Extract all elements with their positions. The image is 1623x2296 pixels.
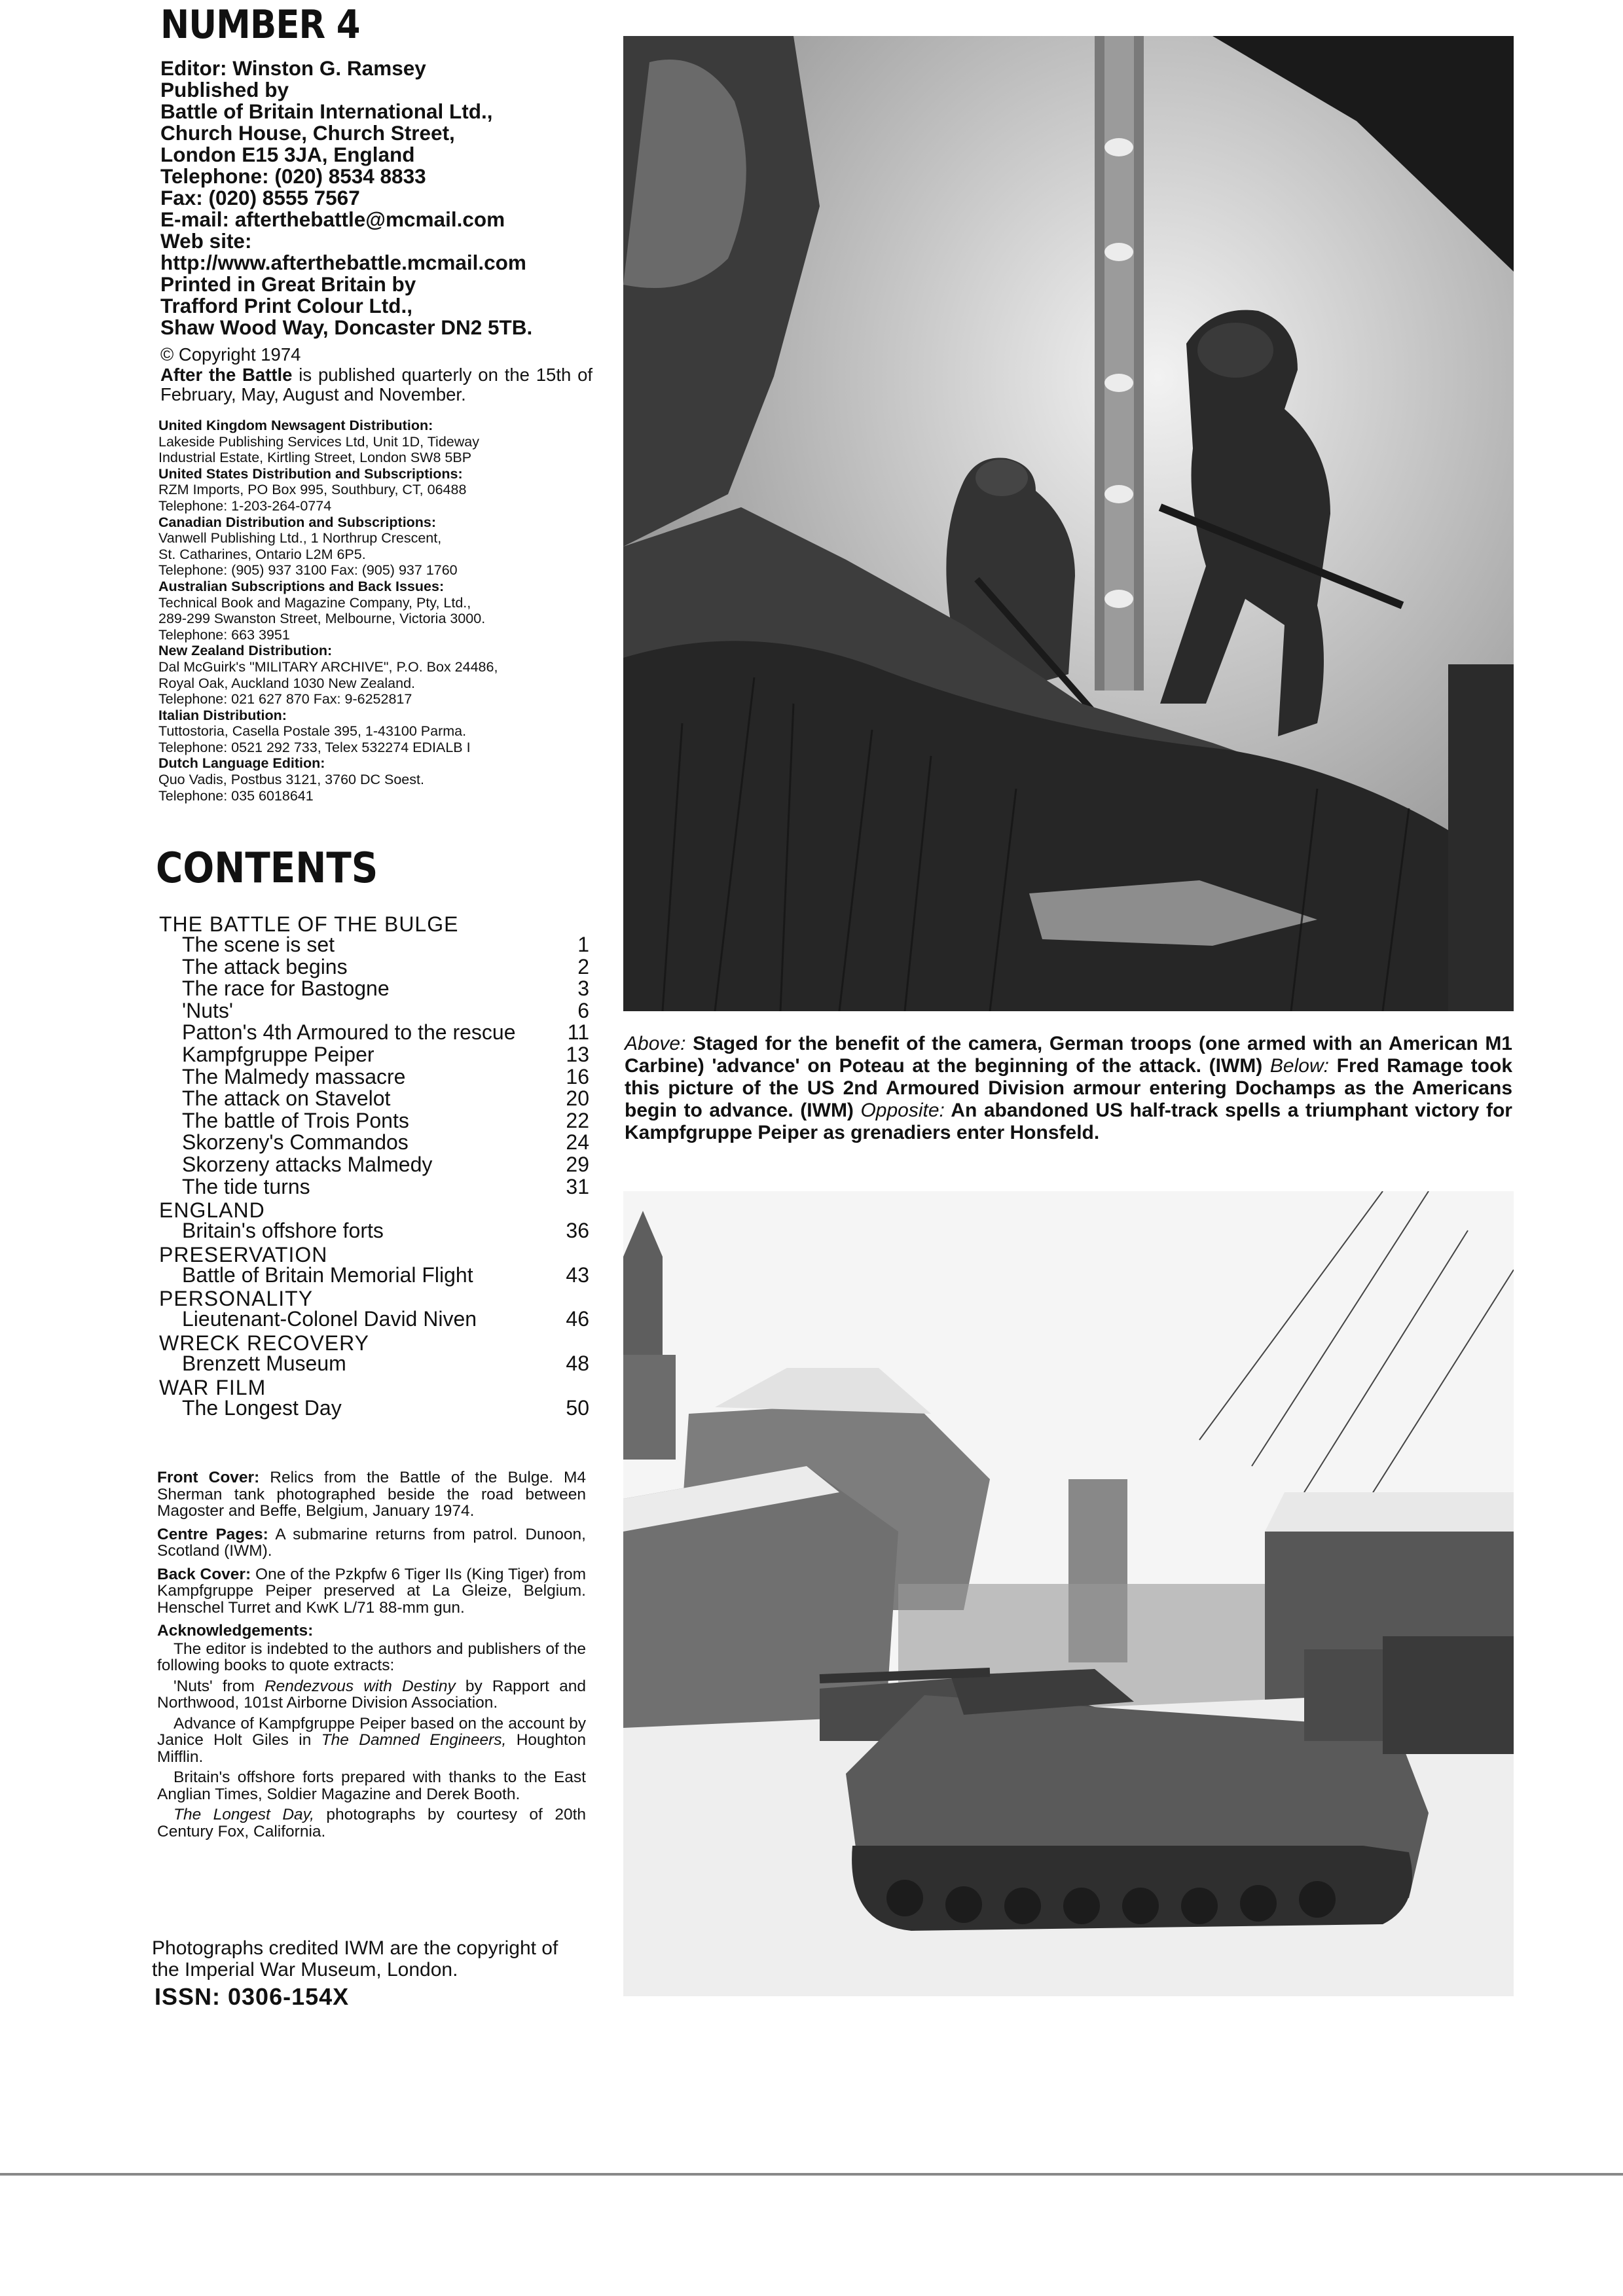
toc-section: WAR FILM	[159, 1375, 266, 1399]
dist-heading: New Zealand Distribution:	[158, 643, 333, 659]
masthead-line[interactable]: http://www.afterthebattle.mcmail.com	[160, 251, 526, 274]
toc-item-title: The Malmedy massacre	[182, 1064, 406, 1088]
masthead-line: Telephone: (020) 8534 8833	[160, 164, 426, 188]
masthead-line: Editor: Winston G. Ramsey	[160, 56, 426, 80]
toc-item-title: Skorzeny attacks Malmedy	[182, 1152, 433, 1176]
toc-item-page: 13	[566, 1042, 589, 1066]
issn: ISSN: 0306-154X	[155, 1983, 350, 2010]
caption-label: Below:	[1269, 1055, 1329, 1077]
masthead-line: Shaw Wood Way, Doncaster DN2 5TB.	[160, 315, 533, 339]
note-label: Back Cover:	[157, 1565, 251, 1583]
toc-item-page: 3	[577, 977, 589, 1001]
toc-item[interactable]	[159, 1088, 589, 1110]
toc-item[interactable]	[159, 1176, 589, 1198]
caption-label: Opposite:	[860, 1100, 945, 1121]
masthead-line: Published by	[160, 78, 289, 101]
photo-dochamps-armour-image	[623, 1191, 1514, 1996]
toc-item-title: The race for Bastogne	[182, 977, 390, 1001]
toc-item[interactable]	[159, 1132, 589, 1154]
distribution-list	[158, 418, 594, 804]
dist-line: Industrial Estate, Kirtling Street, London SW8 5BP	[158, 450, 472, 466]
note-text: One of the Pzkpfw 6 Tiger IIs (King Tiger) from Kampfgruppe Peiper preserved at La Gleize, Belgium. Henschel Turret and KwK L/71 88-mm gun.	[157, 1565, 586, 1617]
toc-item-page: 16	[566, 1064, 589, 1088]
dist-line: Dal McGuirk's "MILITARY ARCHIVE", P.O. Box 24486,	[158, 658, 498, 675]
toc-item-title: The tide turns	[182, 1174, 310, 1198]
toc-item-page: 36	[566, 1219, 589, 1243]
acknowledgements-heading: Acknowledgements:	[157, 1622, 314, 1640]
toc-item-page: 31	[566, 1174, 589, 1198]
dist-heading: Australian Subscriptions and Back Issues:	[158, 578, 445, 594]
dist-line: Technical Book and Magazine Company, Pty, Ltd.,	[158, 594, 471, 611]
dist-line: 289-299 Swanston Street, Melbourne, Victoria 3000.	[158, 611, 486, 627]
toc-item-page: 43	[566, 1263, 589, 1287]
toc-item-title: The battle of Trois Ponts	[182, 1108, 409, 1132]
cover-notes	[157, 1469, 586, 1844]
dist-line: Telephone: (905) 937 3100 Fax: (905) 937 1760	[158, 562, 458, 579]
dist-heading: United Kingdom Newsagent Distribution:	[158, 418, 433, 433]
dist-line: Royal Oak, Auckland 1030 New Zealand.	[158, 675, 416, 691]
toc-item-page: 22	[566, 1108, 589, 1132]
caption-text: Fred Ramage took this picture of the US 2nd Armoured Division armour entering Dochamps as the Americans begin to advance. (IWM)	[625, 1055, 1513, 1121]
page-bottom-rule	[0, 2173, 1623, 2176]
photo-credit: Photographs credited IWM are the copyright of the Imperial War Museum, London.	[152, 1937, 558, 1981]
photo-dochamps-armour	[623, 1191, 1514, 1996]
toc-item[interactable]	[159, 956, 589, 978]
toc-item-title: 'Nuts'	[182, 998, 234, 1022]
toc-item-page: 48	[566, 1351, 589, 1375]
ack-paragraph	[157, 1806, 586, 1840]
ack-paragraph	[157, 1715, 586, 1766]
dist-line: Telephone: 1-203-264-0774	[158, 497, 332, 514]
toc-item[interactable]	[159, 1154, 589, 1176]
masthead-line: Web site:	[160, 229, 252, 253]
ack-book-title: The Longest Day,	[173, 1806, 314, 1823]
ack-text: 'Nuts' from	[173, 1677, 255, 1695]
dist-line: St. Catharines, Ontario L2M 6P5.	[158, 546, 366, 562]
note-label: Centre Pages:	[157, 1525, 268, 1543]
toc-item-title: Brenzett Museum	[182, 1351, 346, 1375]
ack-text: photographs by courtesy of 20th Century Fox, California.	[157, 1806, 587, 1840]
toc-section: WRECK RECOVERY	[159, 1331, 370, 1355]
toc-item[interactable]	[159, 1066, 589, 1088]
masthead-line: Fax: (020) 8555 7567	[160, 186, 360, 209]
toc-item[interactable]	[159, 1353, 589, 1375]
back-cover-note	[157, 1566, 586, 1617]
toc-item-title: The Longest Day	[182, 1395, 342, 1420]
toc-item-page: 24	[566, 1130, 589, 1155]
copyright: © Copyright 1974	[160, 344, 301, 365]
masthead-line: Battle of Britain International Ltd.,	[160, 99, 493, 123]
toc-item-page: 50	[566, 1395, 589, 1420]
masthead-line: Church House, Church Street,	[160, 121, 455, 145]
toc-item-title: Patton's 4th Armoured to the rescue	[182, 1020, 516, 1045]
toc-item[interactable]	[159, 934, 589, 956]
toc-item-page: 20	[566, 1086, 589, 1111]
toc-item-title: The attack on Stavelot	[182, 1086, 391, 1111]
dist-heading: Italian Distribution:	[158, 707, 287, 723]
photo-german-troops	[623, 36, 1514, 1011]
toc-item[interactable]	[159, 1397, 589, 1420]
ack-book-title: The Damned Engineers,	[321, 1731, 507, 1749]
toc-item-title: The scene is set	[182, 933, 335, 956]
toc-item[interactable]	[159, 978, 589, 1000]
publication-text: is published quarterly on the 15th of February, May, August and November.	[160, 365, 593, 404]
photo-caption	[625, 1033, 1512, 1144]
publication-note	[160, 365, 593, 404]
toc-item[interactable]	[159, 1110, 589, 1132]
toc-item-title: Britain's offshore forts	[182, 1219, 384, 1243]
toc-item-title: The attack begins	[182, 954, 348, 978]
dist-line: RZM Imports, PO Box 995, Southbury, CT, 06488	[158, 482, 467, 498]
dist-line: Quo Vadis, Postbus 3121, 3760 DC Soest.	[158, 772, 424, 788]
toc-item-title: Battle of Britain Memorial Flight	[182, 1263, 473, 1287]
masthead-line: Printed in Great Britain by	[160, 272, 416, 296]
caption-text: Staged for the benefit of the camera, German troops (one armed with an American M1 Carbine) 'advance' on Poteau at the beginning of the attack. (IWM)	[625, 1033, 1512, 1077]
contents-title: CONTENTS	[156, 844, 378, 893]
masthead-line: London E15 3JA, England	[160, 143, 415, 166]
toc-item-page: 11	[567, 1020, 589, 1045]
toc-item-title: Lieutenant-Colonel David Niven	[182, 1307, 477, 1331]
toc-item-title: Skorzeny's Commandos	[182, 1130, 409, 1155]
issue-title: NUMBER 4	[160, 2, 360, 48]
toc-section: ENGLAND	[159, 1198, 265, 1223]
dist-line: Vanwell Publishing Ltd., 1 Northrup Crescent,	[158, 530, 442, 547]
caption-text: An abandoned US half-track spells a triumphant victory for Kampfgruppe Peiper as grenadiers enter Honsfeld.	[625, 1100, 1512, 1143]
dist-line: Telephone: 035 6018641	[158, 787, 314, 804]
toc-item[interactable]	[159, 1044, 589, 1066]
ack-paragraph: Britain's offshore forts prepared with thanks to the East Anglian Times, Soldier Magazine and Derek Booth.	[157, 1768, 586, 1803]
front-cover-note	[157, 1469, 586, 1520]
toc-item-title: Kampfgruppe Peiper	[182, 1042, 374, 1066]
masthead	[160, 58, 593, 338]
toc-item-page: 29	[566, 1152, 589, 1176]
note-label: Front Cover:	[157, 1469, 260, 1486]
toc-section: PERSONALITY	[159, 1287, 314, 1311]
ack-paragraph	[157, 1678, 586, 1712]
table-of-contents	[159, 912, 589, 1419]
toc-section: THE BATTLE OF THE BULGE	[159, 912, 459, 936]
masthead-line[interactable]: E-mail: afterthebattle@mcmail.com	[160, 207, 505, 231]
caption-label: Above:	[625, 1033, 686, 1054]
dist-line: Tuttostoria, Casella Postale 395, 1-43100 Parma.	[158, 723, 467, 740]
ack-text: Houghton Mifflin.	[157, 1731, 586, 1766]
dist-heading: Canadian Distribution and Subscriptions:	[158, 514, 437, 530]
centre-pages-note	[157, 1526, 586, 1560]
toc-item-page: 1	[577, 933, 589, 956]
ack-text: by Rapport and Northwood, 101st Airborne Division Association.	[157, 1677, 586, 1712]
ack-text: Advance of Kampfgruppe Peiper based on the account by Janice Holt Giles in	[157, 1714, 586, 1749]
ack-book-title: Rendezvous with Destiny	[264, 1677, 456, 1695]
toc-item[interactable]	[159, 1000, 589, 1022]
toc-item-page: 46	[566, 1307, 589, 1331]
toc-section: PRESERVATION	[159, 1242, 328, 1266]
dist-line: Telephone: 0521 292 733, Telex 532274 EDIALB I	[158, 739, 471, 755]
toc-item-page: 2	[577, 954, 589, 978]
dist-line: Lakeside Publishing Services Ltd, Unit 1D, Tideway	[158, 433, 479, 450]
dist-heading: Dutch Language Edition:	[158, 755, 325, 772]
ack-paragraph: The editor is indebted to the authors and publishers of the following books to quote extracts:	[157, 1640, 586, 1674]
toc-item[interactable]	[159, 1022, 589, 1044]
toc-item-page: 6	[577, 998, 589, 1022]
dist-line: Telephone: 663 3951	[158, 626, 290, 643]
publication-title: After the Battle	[160, 365, 293, 385]
dist-heading: United States Distribution and Subscriptions:	[158, 465, 463, 482]
toc-item[interactable]	[159, 1308, 589, 1331]
dist-line: Telephone: 021 627 870 Fax: 9-6252817	[158, 691, 412, 708]
note-text: A submarine returns from patrol. Dunoon, Scotland (IWM).	[157, 1525, 586, 1560]
note-text: Relics from the Battle of the Bulge. M4 Sherman tank photographed beside the road between Magoster and Beffe, Belgium, January 1974.	[157, 1469, 587, 1520]
toc-item[interactable]	[159, 1265, 589, 1287]
toc-item[interactable]	[159, 1220, 589, 1242]
photo-german-troops-image	[623, 36, 1514, 1011]
masthead-line: Trafford Print Colour Ltd.,	[160, 294, 412, 317]
